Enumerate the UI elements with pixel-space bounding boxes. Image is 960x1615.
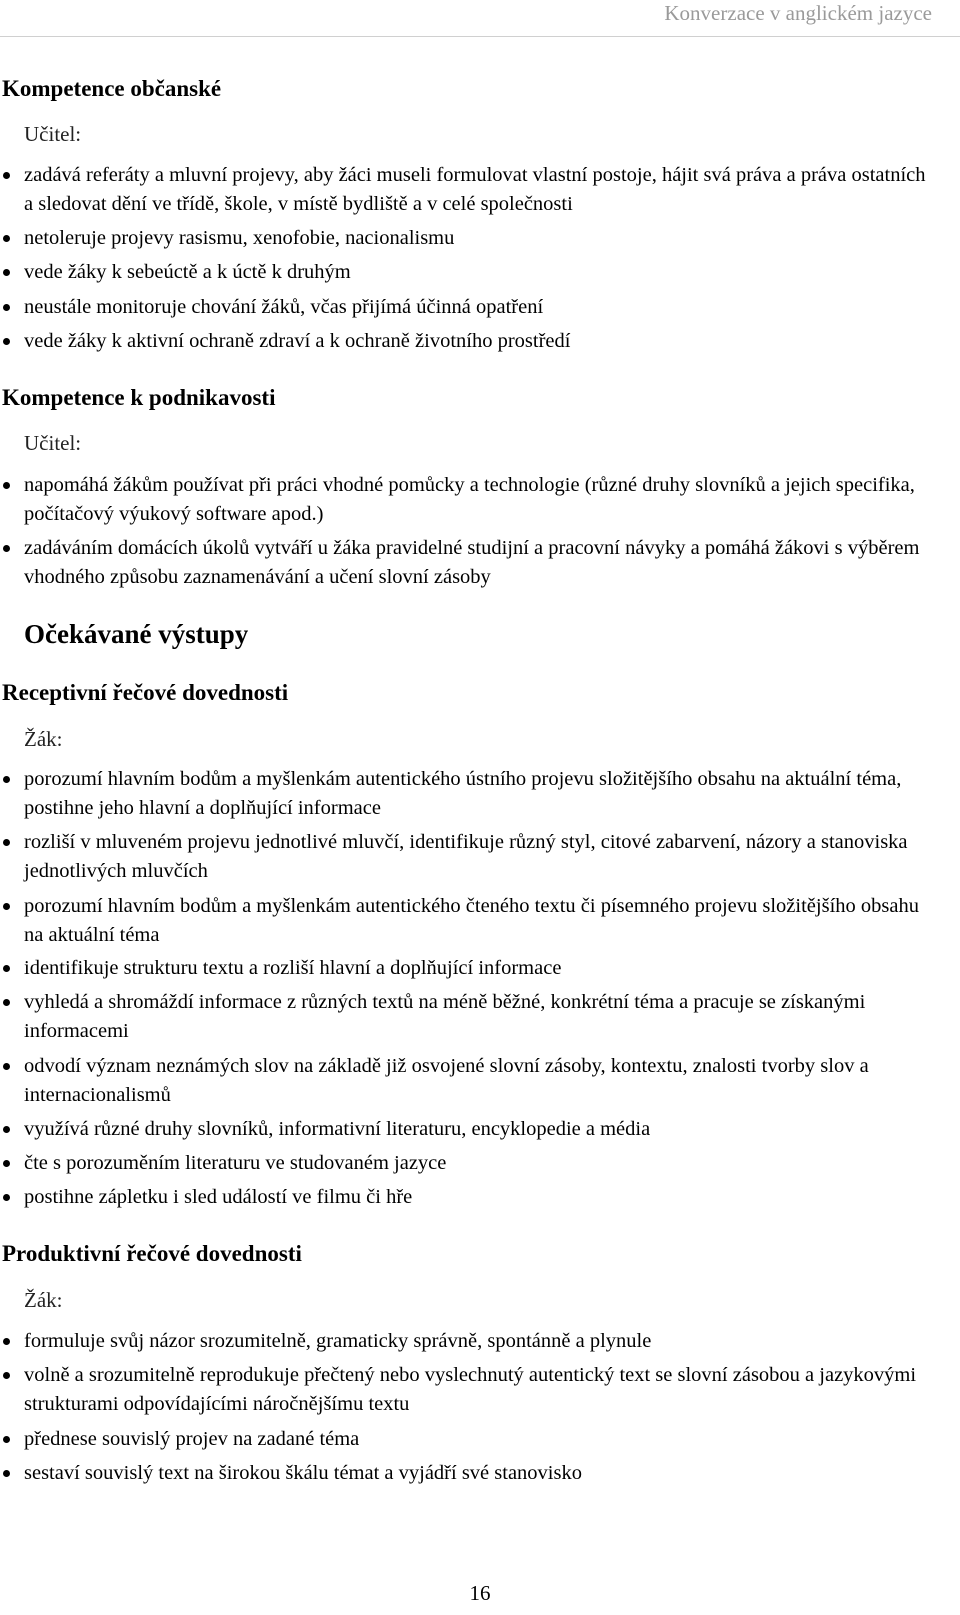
list-item	[0, 1115, 935, 1144]
bullet-icon	[3, 1470, 10, 1477]
list-item	[0, 892, 935, 950]
bullet-icon	[3, 1372, 10, 1379]
list-item-text: přednese souvislý projev na zadané téma	[24, 1428, 360, 1450]
section-heading-civic: Kompetence občanské	[2, 76, 222, 101]
list-item	[0, 1361, 935, 1419]
list-item-text: porozumí hlavním bodům a myšlenkám autentického čteného textu či písemného projevu složitějšího obsahu na aktuální téma	[24, 895, 919, 946]
header-rule	[0, 36, 960, 37]
running-header: Konverzace v anglickém jazyce	[664, 1, 932, 25]
list-item	[0, 161, 935, 219]
list-item	[0, 327, 935, 356]
list-item-text: zadává referáty a mluvní projevy, aby žáci museli formulovat vlastní postoje, hájit svá práva a práva ostatních a sledovat dění ve třídě, škole, v místě bydliště a v celé společnosti	[24, 164, 926, 215]
list-item-text: čte s porozuměním literaturu ve studovaném jazyce	[24, 1152, 447, 1174]
bullet-icon	[3, 304, 10, 311]
bullet-icon	[3, 482, 10, 489]
list-item	[0, 765, 935, 823]
list-item-text: rozliší v mluveném projevu jednotlivé mluvčí, identifikuje různý styl, citové zabarvení, názory a stanoviska jednotlivých mluvčích	[24, 831, 908, 882]
list-item-text: vede žáky k sebeúctě a k úctě k druhým	[24, 261, 351, 283]
list-item-text: sestaví souvislý text na širokou škálu témat a vyjádří své stanovisko	[24, 1462, 582, 1484]
list-item-text: neustále monitoruje chování žáků, včas přijímá účinná opatření	[24, 296, 544, 318]
list-item	[0, 1425, 935, 1454]
list-item-text: porozumí hlavním bodům a myšlenkám autentického ústního projevu složitějšího obsahu na aktuální téma, postihne jeho hlavní a doplňující informace	[24, 768, 902, 819]
bullet-icon	[3, 999, 10, 1006]
section-heading-entrepreneurship: Kompetence k podnikavosti	[2, 385, 276, 410]
section-heading-receptive: Receptivní řečové dovednosti	[2, 680, 289, 705]
bullet-icon	[3, 172, 10, 179]
role-label-teacher: Učitel:	[24, 431, 82, 455]
bullet-icon	[3, 1194, 10, 1201]
list-item	[0, 1052, 935, 1110]
list-item	[0, 471, 935, 529]
list-item	[0, 534, 935, 592]
list-item-text: formuluje svůj názor srozumitelně, gramaticky správně, spontánně a plynule	[24, 1330, 652, 1352]
list-item-text: volně a srozumitelně reprodukuje přečtený nebo vyslechnutý autentický text se slovní zásobou a jazykovými strukturami odpovídajícími náročnějšímu textu	[24, 1364, 917, 1415]
list-item	[0, 828, 935, 886]
section-heading-productive: Produktivní řečové dovednosti	[2, 1241, 302, 1266]
bullet-icon	[3, 1338, 10, 1345]
expected-outcomes-heading: Očekávané výstupy	[24, 619, 249, 649]
bullet-icon	[3, 1160, 10, 1167]
list-item	[0, 1459, 935, 1488]
list-item-text: postihne zápletku i sled událostí ve filmu či hře	[24, 1186, 413, 1208]
list-item	[0, 954, 935, 983]
bullet-icon	[3, 903, 10, 910]
list-item-text: využívá různé druhy slovníků, informativní literaturu, encyklopedie a média	[24, 1118, 651, 1140]
list-item-text: odvodí význam neznámých slov na základě již osvojené slovní zásoby, kontextu, znalosti tvorby slov a internacionalismů	[24, 1055, 869, 1106]
bullet-icon	[3, 839, 10, 846]
bullet-icon	[3, 545, 10, 552]
bullet-icon	[3, 1436, 10, 1443]
list-item	[0, 1149, 935, 1178]
bullet-icon	[3, 776, 10, 783]
list-item-text: vede žáky k aktivní ochraně zdraví a k ochraně životního prostředí	[24, 330, 571, 352]
list-item	[0, 224, 935, 253]
list-item-text: vyhledá a shromáždí informace z různých textů na méně běžné, konkrétní téma a pracuje se získanými informacemi	[24, 991, 866, 1042]
bullet-icon	[3, 965, 10, 972]
role-label-teacher: Učitel:	[24, 122, 82, 146]
bullet-icon	[3, 1063, 10, 1070]
list-item	[0, 258, 935, 287]
list-item-text: netoleruje projevy rasismu, xenofobie, nacionalismu	[24, 227, 455, 249]
list-item	[0, 1327, 935, 1356]
bullet-icon	[3, 338, 10, 345]
list-item-text: zadáváním domácích úkolů vytváří u žáka pravidelné studijní a pracovní návyky a pomáhá žákovi s výběrem vhodného způsobu zaznamenávání a učení slovní zásoby	[24, 537, 920, 588]
list-item-text: identifikuje strukturu textu a rozliší hlavní a doplňující informace	[24, 957, 562, 979]
page-number: 16	[469, 1581, 491, 1605]
role-label-student: Žák:	[24, 727, 63, 751]
bullet-icon	[3, 1126, 10, 1133]
role-label-student: Žák:	[24, 1288, 63, 1312]
list-item	[0, 988, 935, 1046]
list-item	[0, 293, 935, 322]
bullet-icon	[3, 235, 10, 242]
bullet-icon	[3, 269, 10, 276]
list-item-text: napomáhá žákům používat při práci vhodné pomůcky a technologie (různé druhy slovníků a jejich specifika, počítačový výukový software apod.)	[24, 474, 915, 525]
list-item	[0, 1183, 935, 1212]
